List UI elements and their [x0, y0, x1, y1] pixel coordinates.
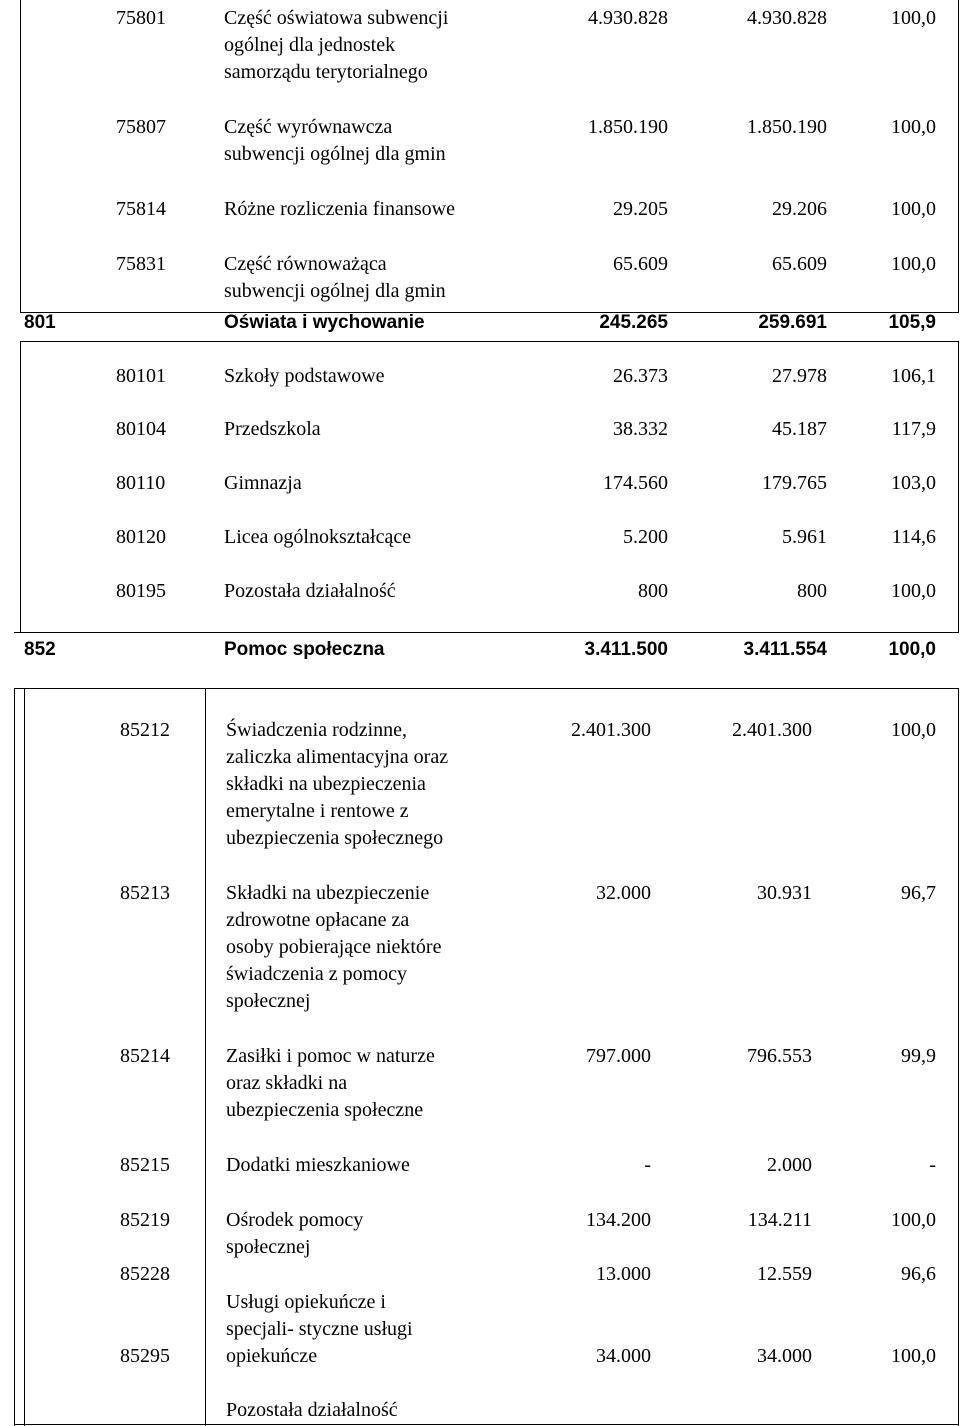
exec-cell: 796.553	[747, 1045, 812, 1067]
pct-cell: 117,9	[891, 418, 936, 440]
pct-cell: 105,9	[888, 312, 936, 333]
name-cell: samorządu terytorialnego	[224, 61, 428, 83]
exec-cell: 3.411.554	[743, 639, 827, 660]
name-cell: Część równoważąca	[224, 253, 387, 275]
row-divider-852-bottom	[14, 688, 959, 689]
plan-cell: 4.930.828	[588, 7, 668, 29]
name-cell: składki na ubezpieczenia	[226, 773, 426, 795]
pct-cell: 100,0	[891, 116, 936, 138]
plan-cell: 174.560	[603, 472, 668, 494]
name-cell: Licea ogólnokształcące	[224, 526, 412, 548]
code-cell: 80120	[116, 526, 166, 548]
section-code: 801	[24, 312, 56, 333]
row-divider-801-bottom	[20, 341, 959, 342]
pct-cell: -	[929, 1154, 936, 1176]
name-cell: Przedszkola	[224, 418, 321, 440]
plan-cell: 34.000	[596, 1345, 651, 1367]
pct-cell: 100,0	[891, 719, 936, 741]
exec-cell: 5.961	[782, 526, 827, 548]
column-divider	[24, 688, 25, 1426]
name-cell: Składki na ubezpieczenie	[226, 882, 430, 904]
name-cell: ogólnej dla jednostek	[224, 34, 396, 56]
name-cell: Pozostała działalność	[224, 580, 396, 602]
code-cell: 85295	[120, 1345, 170, 1367]
pct-cell: 106,1	[891, 365, 936, 387]
plan-cell: 32.000	[596, 882, 651, 904]
section-code: 852	[24, 639, 56, 660]
exec-cell: 12.559	[757, 1263, 812, 1285]
pct-cell: 96,6	[901, 1263, 936, 1285]
plan-cell: 1.850.190	[588, 116, 668, 138]
name-cell: subwencji ogólnej dla gmin	[224, 143, 446, 165]
row-divider-852-top	[14, 632, 959, 633]
exec-cell: 27.978	[772, 365, 827, 387]
exec-cell: 30.931	[757, 882, 812, 904]
name-cell: ubezpieczenia społecznego	[226, 827, 444, 849]
code-cell: 85214	[120, 1045, 170, 1067]
exec-cell: 800	[797, 580, 827, 602]
name-cell: Szkoły podstawowe	[224, 365, 385, 387]
code-cell: 80101	[116, 365, 166, 387]
plan-cell: 26.373	[613, 365, 668, 387]
exec-cell: 65.609	[772, 253, 827, 275]
pct-cell: 100,0	[888, 639, 936, 660]
code-cell: 85213	[120, 882, 170, 904]
pct-cell: 99,9	[901, 1045, 936, 1067]
plan-cell: 5.200	[623, 526, 668, 548]
name-cell: Świadczenia rodzinne,	[226, 719, 408, 741]
name-cell: Część oświatowa subwencji	[224, 7, 449, 29]
pct-cell: 100,0	[891, 580, 936, 602]
pct-cell: 100,0	[891, 198, 936, 220]
name-cell: Różne rozliczenia finansowe	[224, 198, 456, 220]
pct-cell: 100,0	[891, 253, 936, 275]
name-cell: świadczenia z pomocy	[226, 963, 408, 985]
name-cell: opiekuńcze	[226, 1345, 318, 1367]
name-cell: Dodatki mieszkaniowe	[226, 1154, 410, 1176]
name-cell: zdrowotne opłacane za	[226, 909, 410, 931]
pct-cell: 96,7	[901, 882, 936, 904]
code-cell: 75814	[116, 198, 166, 220]
column-divider	[205, 688, 206, 1426]
name-cell: społecznej	[226, 990, 311, 1012]
name-cell: Ośrodek pomocy	[226, 1209, 364, 1231]
table-left-border	[20, 0, 21, 312]
pct-cell: 103,0	[891, 472, 936, 494]
plan-cell: 800	[638, 580, 668, 602]
exec-cell: 259.691	[758, 312, 827, 333]
pct-cell: 100,0	[891, 1209, 936, 1231]
name-cell: Zasiłki i pomoc w naturze	[226, 1045, 435, 1067]
plan-cell: 38.332	[613, 418, 668, 440]
name-cell: emerytalne i rentowe z	[226, 800, 409, 822]
table-right-border	[958, 688, 959, 1426]
code-cell: 75831	[116, 253, 166, 275]
name-cell: ubezpieczenia społeczne	[226, 1099, 424, 1121]
table-left-border	[14, 688, 15, 1426]
name-cell: zaliczka alimentacyjna oraz	[226, 746, 449, 768]
name-cell: Część wyrównawcza	[224, 116, 393, 138]
pct-cell: 114,6	[891, 526, 936, 548]
table-left-border	[20, 341, 21, 632]
name-cell: specjali- styczne usługi	[226, 1318, 413, 1340]
plan-cell: 65.609	[613, 253, 668, 275]
exec-cell: 45.187	[772, 418, 827, 440]
exec-cell: 2.401.300	[732, 719, 812, 741]
table-right-border	[958, 341, 959, 632]
table-bottom-border	[14, 1424, 959, 1425]
code-cell: 85228	[120, 1263, 170, 1285]
exec-cell: 29.206	[772, 198, 827, 220]
plan-cell: -	[644, 1154, 651, 1176]
exec-cell: 4.930.828	[747, 7, 827, 29]
name-cell: Pozostała działalność	[226, 1399, 398, 1421]
pct-cell: 100,0	[891, 1345, 936, 1367]
code-cell: 85212	[120, 719, 170, 741]
section-name: Pomoc społeczna	[224, 639, 385, 660]
code-cell: 80195	[116, 580, 166, 602]
name-cell: społecznej	[226, 1236, 311, 1258]
section-name: Oświata i wychowanie	[224, 312, 425, 333]
name-cell: osoby pobierające niektóre	[226, 936, 442, 958]
plan-cell: 29.205	[613, 198, 668, 220]
code-cell: 75807	[116, 116, 166, 138]
name-cell: subwencji ogólnej dla gmin	[224, 280, 446, 302]
name-cell: oraz składki na	[226, 1072, 348, 1094]
exec-cell: 1.850.190	[747, 116, 827, 138]
plan-cell: 3.411.500	[584, 639, 668, 660]
name-cell: Gimnazja	[224, 472, 302, 494]
plan-cell: 797.000	[586, 1045, 651, 1067]
table-right-border	[958, 0, 959, 312]
plan-cell: 245.265	[599, 312, 668, 333]
exec-cell: 34.000	[757, 1345, 812, 1367]
plan-cell: 13.000	[596, 1263, 651, 1285]
code-cell: 80110	[116, 472, 166, 494]
code-cell: 85215	[120, 1154, 170, 1176]
code-cell: 80104	[116, 418, 166, 440]
code-cell: 85219	[120, 1209, 170, 1231]
pct-cell: 100,0	[891, 7, 936, 29]
exec-cell: 134.211	[747, 1209, 812, 1231]
exec-cell: 2.000	[767, 1154, 812, 1176]
code-cell: 75801	[116, 7, 166, 29]
plan-cell: 134.200	[586, 1209, 651, 1231]
plan-cell: 2.401.300	[571, 719, 651, 741]
name-cell: Usługi opiekuńcze i	[226, 1291, 386, 1313]
exec-cell: 179.765	[762, 472, 827, 494]
